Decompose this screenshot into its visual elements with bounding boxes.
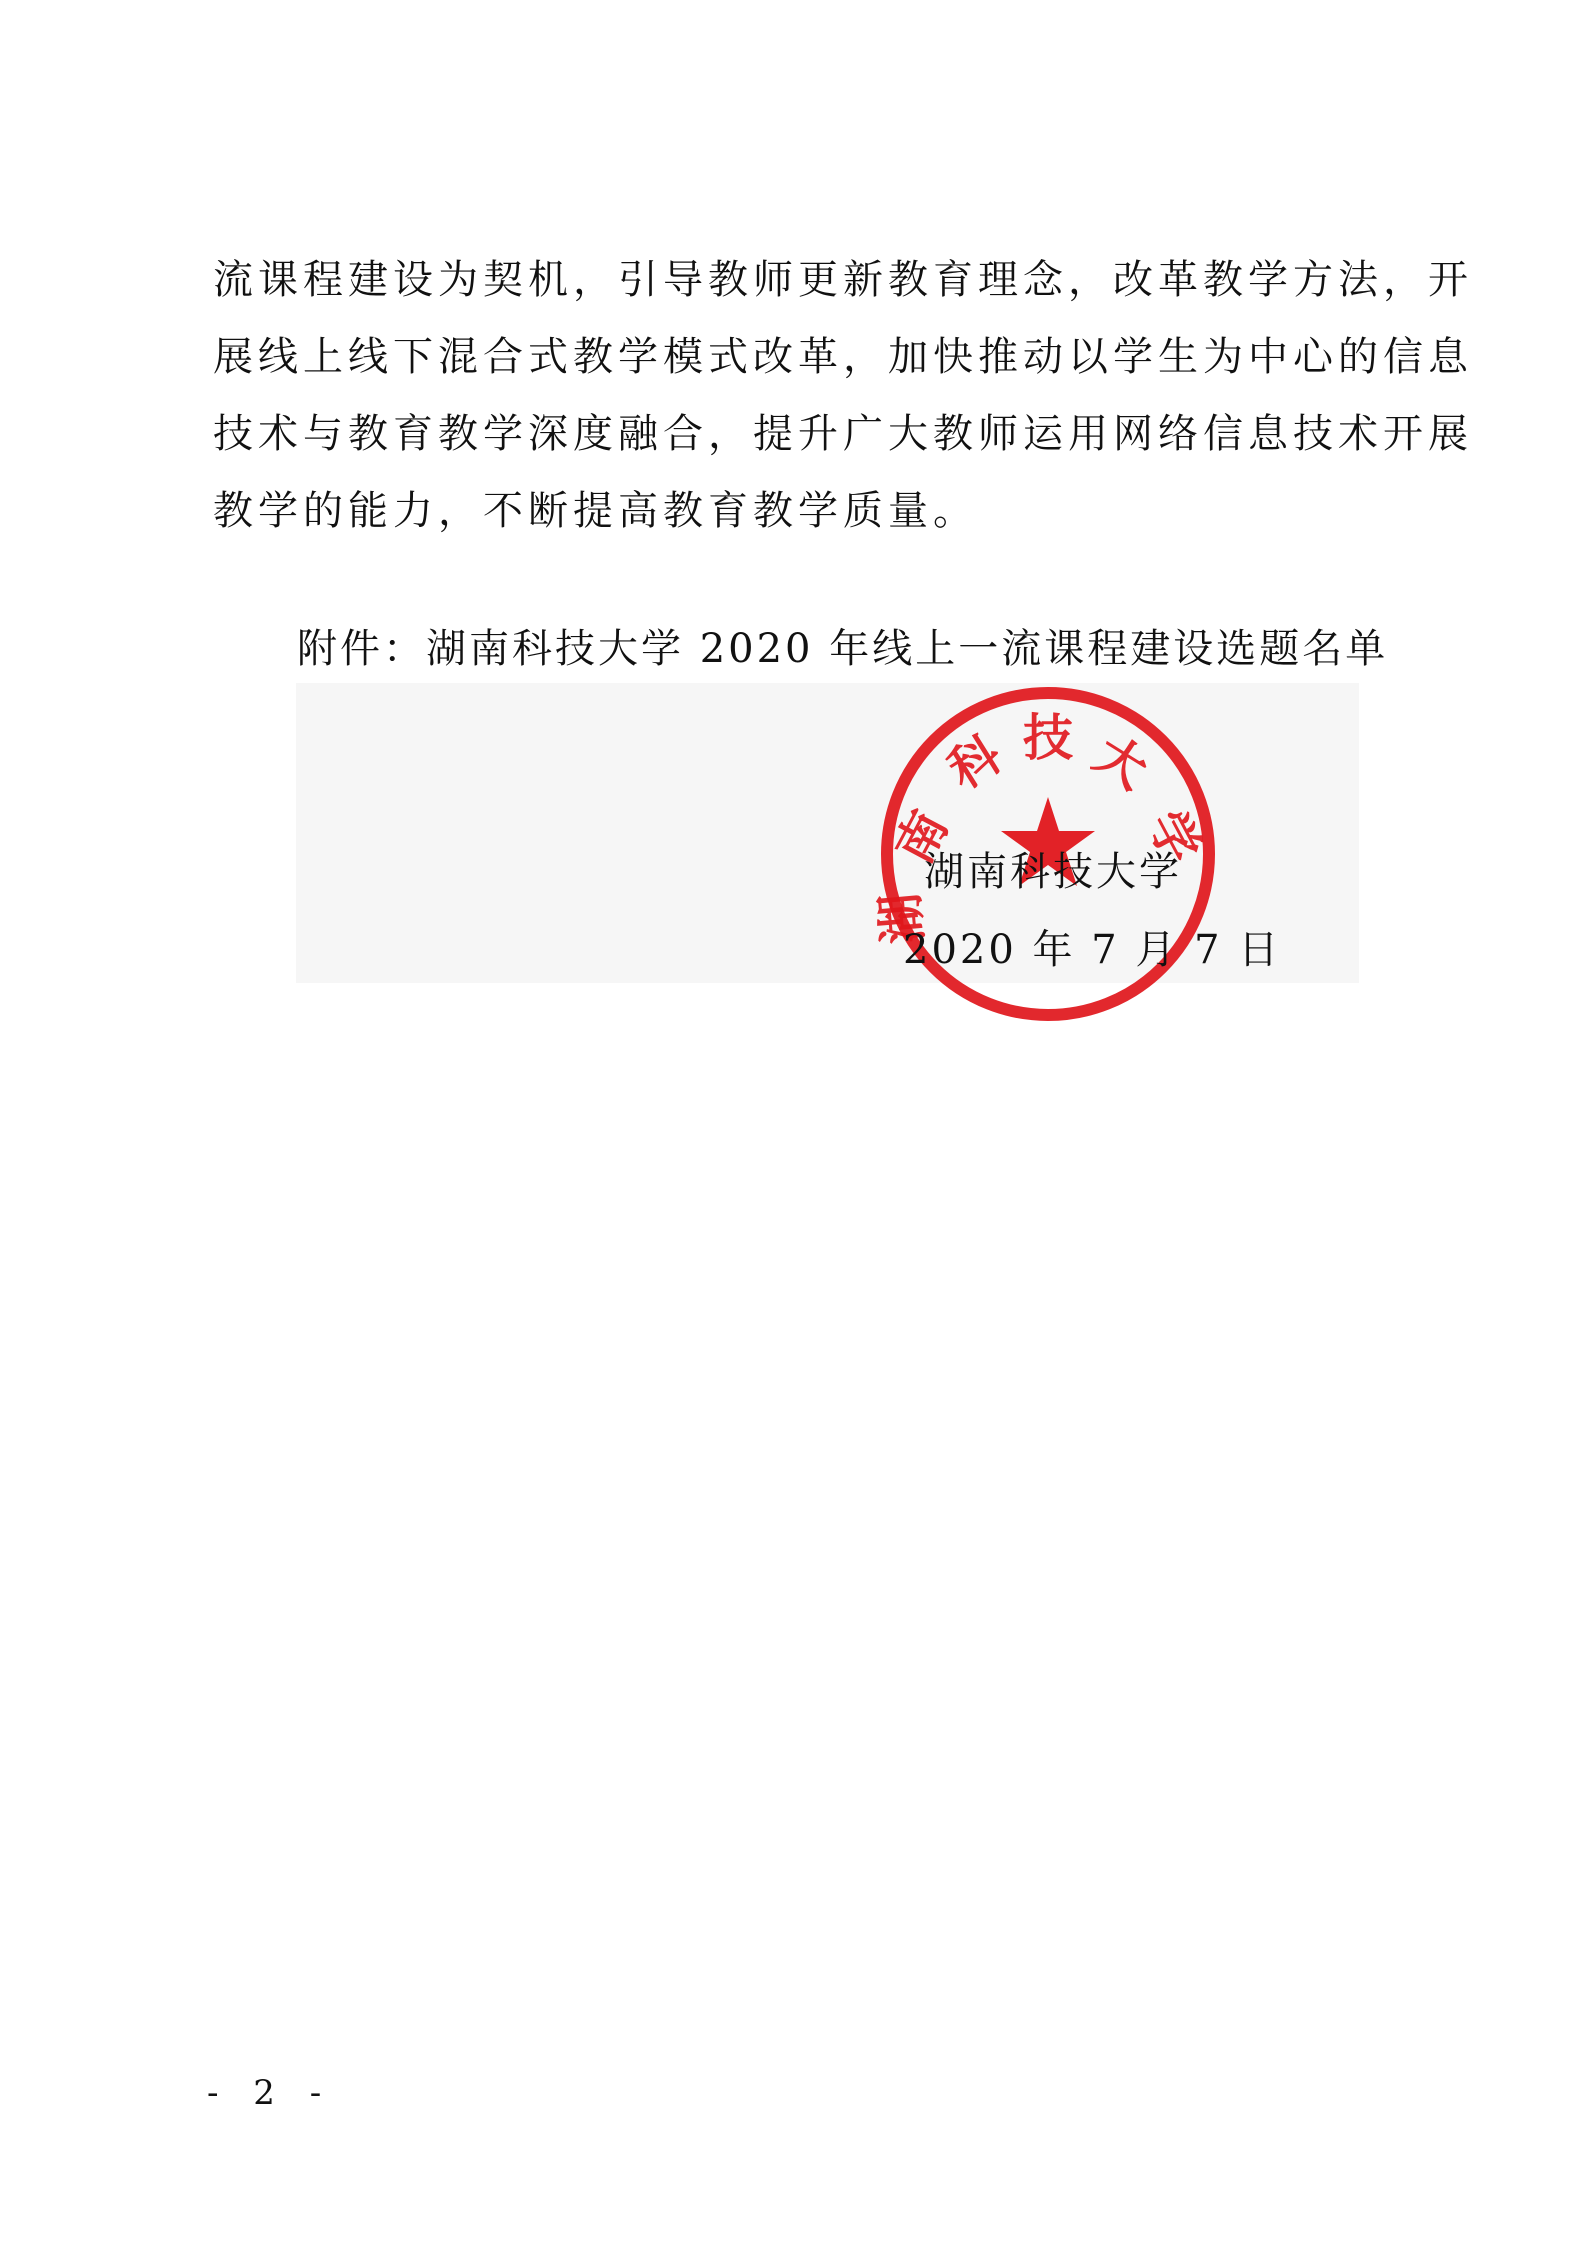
attachment-note: 附件：湖南科技大学 2020 年线上一流课程建设选题名单 bbox=[297, 626, 1389, 672]
svg-text:大: 大 bbox=[1084, 723, 1159, 801]
page-number: - 2 - bbox=[207, 2073, 334, 2113]
svg-text:科: 科 bbox=[937, 723, 1012, 801]
paragraph-line: 技术与教育教学深度融合，提升广大教师运用网络信息技术开展 bbox=[213, 411, 1473, 457]
svg-text:南: 南 bbox=[883, 800, 960, 873]
svg-text:湖: 湖 bbox=[869, 891, 934, 947]
svg-text:学: 学 bbox=[1136, 800, 1213, 873]
signing-organization: 湖南科技大学 bbox=[924, 849, 1182, 895]
paragraph-line: 展线上线下混合式教学模式改革，加快推动以学生为中心的信息 bbox=[213, 334, 1473, 380]
signing-date: 2020 年 7 月 7 日 bbox=[903, 927, 1282, 973]
body-paragraph bbox=[213, 242, 1473, 550]
svg-text:技: 技 bbox=[1023, 708, 1073, 767]
paragraph-line: 教学的能力，不断提高教育教学质量。 bbox=[213, 488, 978, 534]
paragraph-line: 流课程建设为契机，引导教师更新教育理念，改革教学方法，开 bbox=[213, 257, 1473, 303]
